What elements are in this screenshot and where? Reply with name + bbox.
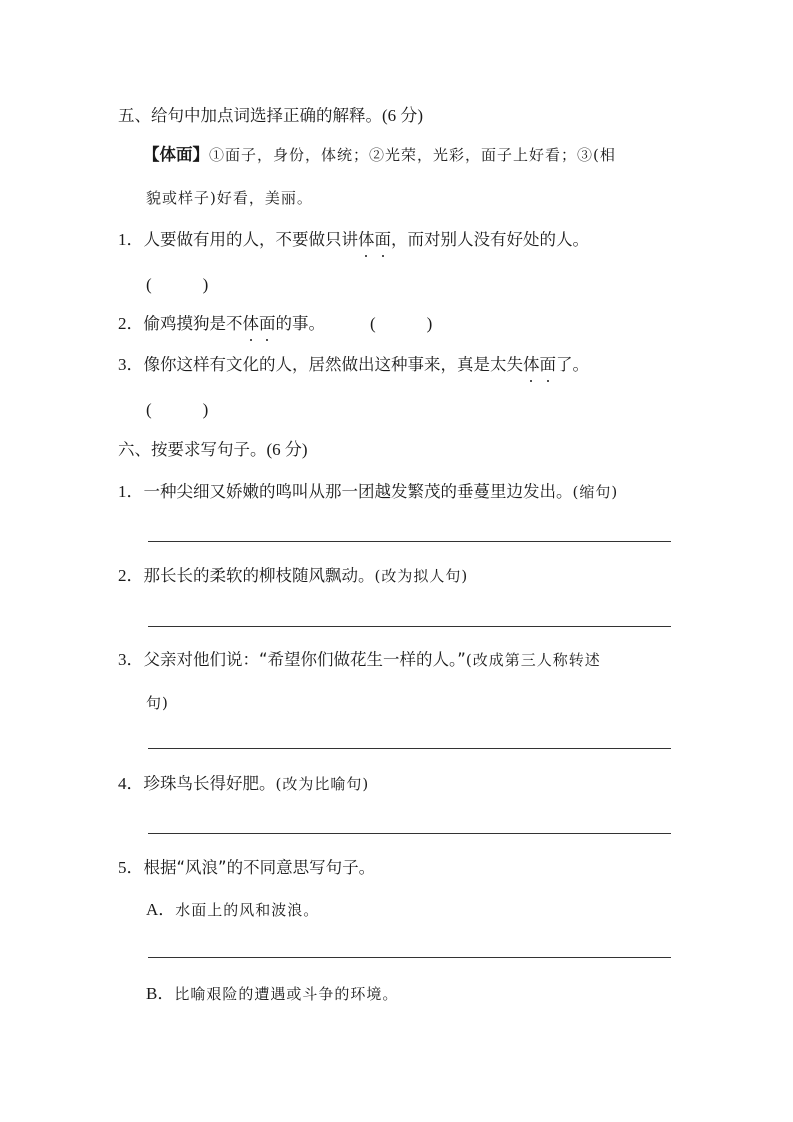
s6-q3-answer-line[interactable] (148, 748, 671, 749)
s5-q3-answer-blank[interactable]: ( ) (146, 400, 209, 419)
question-hint: (缩句) (572, 483, 619, 501)
question-text: 了。 (556, 355, 589, 374)
subitem-text: 比喻艰险的遭遇或斗争的环境。 (174, 985, 399, 1003)
section-5-title: 五、给句中加点词选择正确的解释。 (118, 106, 382, 125)
s6-q5-subitem-b (146, 983, 398, 1005)
s5-question-3 (118, 354, 589, 376)
question-number: 2． (118, 314, 144, 333)
s5-question-2 (118, 313, 325, 335)
s6-q5-subitem-a (146, 899, 319, 921)
subitem-label: B． (146, 984, 175, 1003)
subitem-text: 水面上的风和波浪。 (175, 901, 320, 919)
question-text: 那长长的柔软的柳枝随风飘动。 (143, 566, 375, 585)
subitem-label: A． (146, 900, 176, 919)
question-number: 1． (118, 230, 144, 249)
question-text: 一种尖细又娇嫩的鸣叫从那一团越发繁茂的垂蔓里边发出。 (143, 482, 573, 501)
dotted-char: 面 (539, 355, 556, 374)
question-hint: (改为比喻句) (275, 775, 370, 793)
question-number: 5． (118, 858, 144, 877)
s6-question-2 (118, 565, 468, 587)
s6-q1-answer-line[interactable] (148, 541, 671, 542)
dotted-char: 面 (259, 314, 276, 333)
dotted-char: 体 (242, 314, 259, 333)
section-5-heading (118, 105, 423, 127)
dotted-char: 体 (358, 230, 375, 249)
s6-q3-hint-continued: 句) (146, 694, 169, 712)
question-text: 的事。 (275, 314, 325, 333)
s6-q2-answer-line[interactable] (148, 626, 671, 627)
question-number: 4． (118, 774, 144, 793)
question-text: 像你这样有文化的人，居然做出这种事来，真是太失 (143, 355, 523, 374)
dotted-char: 面 (374, 230, 391, 249)
s5-question-1 (118, 229, 589, 251)
s5-q2-answer-blank[interactable]: ( ) (370, 314, 433, 333)
section-6-heading (118, 439, 308, 461)
question-number: 3． (118, 650, 144, 669)
section-6-title: 六、按要求写句子。 (118, 440, 267, 459)
s6-q4-answer-line[interactable] (148, 833, 671, 834)
definition-text-1: ①面子，身份，体统；②光荣，光彩，面子上好看；③(相 (209, 146, 616, 164)
question-hint: (改为拟人句) (374, 567, 469, 585)
s6-question-3 (118, 649, 601, 671)
s6-question-4 (118, 773, 369, 795)
definition-line-1 (143, 144, 616, 166)
definition-line-2: 貌或样子)好看，美丽。 (146, 189, 313, 207)
question-text: 珍珠鸟长得好肥。 (143, 774, 276, 793)
dotted-char: 体 (523, 355, 540, 374)
s6-question-1 (118, 481, 618, 503)
s5-q1-answer-blank[interactable]: ( ) (146, 275, 209, 294)
section-6-score: (6 分) (266, 440, 308, 459)
section-5-score: (6 分) (382, 106, 424, 125)
question-text: 根据“风浪”的不同意思写句子。 (143, 858, 376, 877)
question-text: 人要做有用的人，不要做只讲 (143, 230, 358, 249)
s6-question-5 (118, 857, 375, 879)
question-text: 父亲对他们说：“希望你们做花生一样的人。” (143, 650, 466, 669)
question-hint: (改成第三人称转述 (465, 651, 601, 669)
question-text: 偷鸡摸狗是不 (143, 314, 243, 333)
question-number: 2． (118, 566, 144, 585)
question-text: ，而对别人没有好处的人。 (391, 230, 589, 249)
definition-term: 【体面】 (143, 145, 209, 164)
s6-q5a-answer-line[interactable] (148, 957, 671, 958)
question-number: 1． (118, 482, 144, 501)
question-number: 3． (118, 355, 144, 374)
